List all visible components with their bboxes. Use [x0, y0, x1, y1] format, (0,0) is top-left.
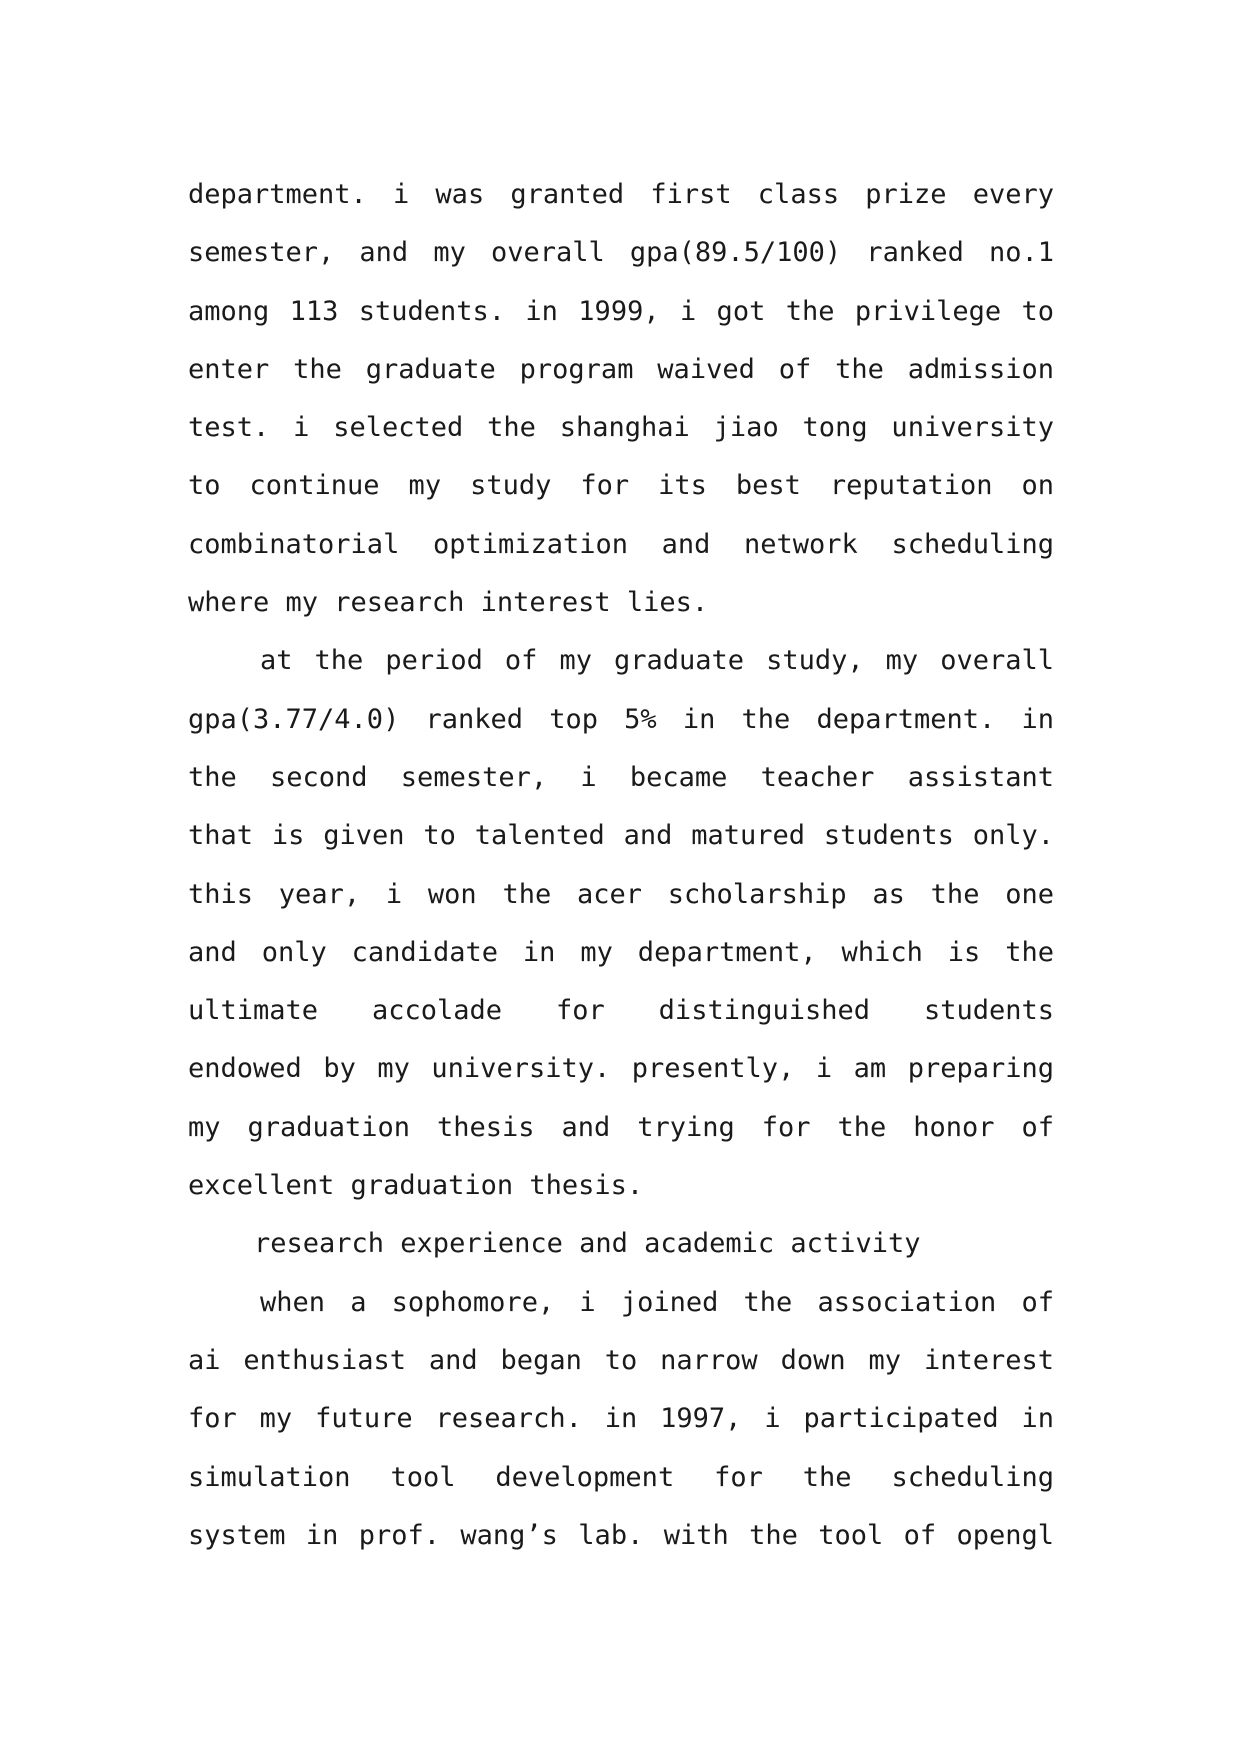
text-line: where my research interest lies.	[188, 587, 709, 619]
text-line: semester, and my overall gpa(89.5/100) ranked no.1	[188, 237, 1054, 269]
paragraph-graduate-study	[188, 632, 1054, 1215]
text-line: enter the graduate program waived of the admission	[188, 353, 1054, 385]
text-line: endowed by my university. presently, i am preparing	[188, 1053, 1054, 1085]
section-heading: research experience and academic activity	[254, 1228, 921, 1260]
text-line: that is given to talented and matured students only.	[188, 820, 1054, 852]
text-line: and only candidate in my department, which is the	[188, 936, 1054, 968]
text-line: for my future research. in 1997, i participated in	[188, 1403, 1054, 1435]
text-line: at the period of my graduate study, my overall	[260, 645, 1054, 677]
paragraph-research-experience	[188, 1274, 1054, 1565]
text-line: this year, i won the acer scholarship as the one	[188, 878, 1054, 910]
text-line: test. i selected the shanghai jiao tong university	[188, 412, 1054, 444]
text-line: ultimate accolade for distinguished students	[188, 995, 1054, 1027]
text-line: among 113 students. in 1999, i got the privilege to	[188, 295, 1054, 327]
text-line: excellent graduation thesis.	[188, 1170, 644, 1202]
paragraph-academic-record	[188, 166, 1054, 632]
text-line: gpa(3.77/4.0) ranked top 5% in the department. in	[188, 703, 1054, 735]
essay-body	[188, 166, 1054, 1565]
text-line: ai enthusiast and began to narrow down my interest	[188, 1344, 1054, 1376]
text-line: combinatorial optimization and network scheduling	[188, 528, 1054, 560]
text-line: when a sophomore, i joined the association of	[260, 1286, 1054, 1318]
text-line: department. i was granted first class prize every	[188, 179, 1054, 210]
text-line: my graduation thesis and trying for the honor of	[188, 1111, 1054, 1143]
text-line: simulation tool development for the scheduling	[188, 1461, 1054, 1493]
text-line: the second semester, i became teacher assistant	[188, 761, 1054, 793]
text-line: to continue my study for its best reputation on	[188, 470, 1054, 502]
text-line: system in prof. wang’s lab. with the tool of opengl	[188, 1519, 1054, 1551]
